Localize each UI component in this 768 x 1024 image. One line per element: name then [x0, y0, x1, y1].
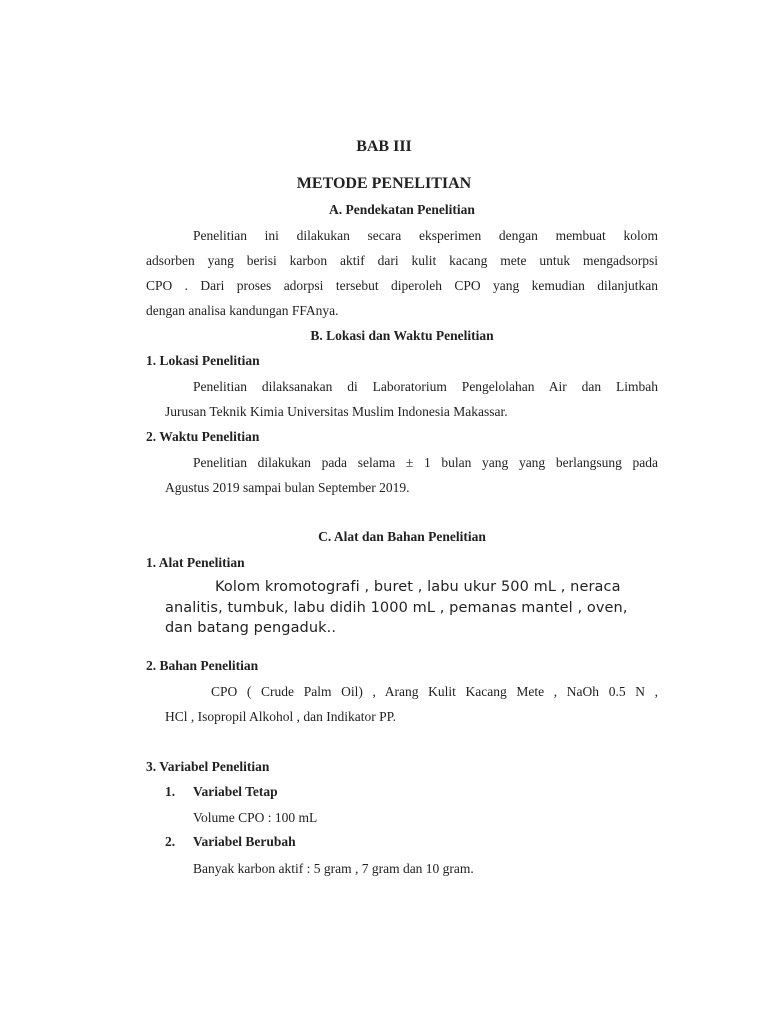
- section-c-heading: C. Alat dan Bahan Penelitian: [318, 529, 486, 544]
- variabel-berubah-number: 2.: [165, 834, 176, 849]
- variabel-berubah-heading: Variabel Berubah: [193, 834, 296, 849]
- paragraph-line: adsorben yang berisi karbon aktif dari kulit kacang mete untuk mengadsorpsi: [146, 253, 658, 268]
- variabel-tetap-text: Volume CPO : 100 mL: [193, 810, 318, 825]
- alat-paragraph: [165, 577, 658, 639]
- paragraph-line: dan batang pengaduk..: [165, 620, 337, 636]
- paragraph-line: Penelitian dilakukan pada selama ± 1 bulan yang yang berlangsung pada: [193, 455, 658, 470]
- paragraph-line: Jurusan Teknik Kimia Universitas Muslim Indonesia Makassar.: [165, 404, 508, 419]
- paragraph-line: Kolom kromotografi , buret , labu ukur 500 mL , neraca: [215, 579, 621, 595]
- paragraph-line: CPO . Dari proses adorpsi tersebut diperoleh CPO yang kemudian dilanjutkan: [146, 278, 658, 293]
- lokasi-paragraph: [165, 374, 658, 424]
- section-a-paragraph: [146, 223, 658, 323]
- section-b-heading: B. Lokasi dan Waktu Penelitian: [310, 328, 494, 343]
- variabel-tetap-number: 1.: [165, 784, 176, 799]
- bahan-paragraph: [165, 679, 658, 729]
- variabel-heading: 3. Variabel Penelitian: [146, 759, 270, 774]
- paragraph-line: analitis, tumbuk, labu didih 1000 mL , pemanas mantel , oven,: [165, 599, 628, 616]
- paragraph-line: HCl , Isopropil Alkohol , dan Indikator PP.: [165, 709, 397, 724]
- waktu-paragraph: [165, 450, 658, 500]
- paragraph-line: dengan analisa kandungan FFAnya.: [146, 303, 339, 318]
- lokasi-heading: 1. Lokasi Penelitian: [146, 353, 260, 368]
- paragraph-line: Penelitian dilaksanakan di Laboratorium Pengelolahan Air dan Limbah: [193, 379, 658, 394]
- variabel-tetap-heading: Variabel Tetap: [193, 784, 278, 799]
- alat-heading: 1. Alat Penelitian: [146, 555, 245, 570]
- variabel-berubah-text: Banyak karbon aktif : 5 gram , 7 gram dan 10 gram.: [193, 861, 474, 876]
- chapter-number: BAB III: [356, 138, 412, 155]
- paragraph-line: Penelitian ini dilakukan secara eksperimen dengan membuat kolom: [193, 228, 658, 243]
- paragraph-line: Agustus 2019 sampai bulan September 2019.: [165, 480, 410, 495]
- chapter-title: METODE PENELITIAN: [296, 175, 472, 192]
- bahan-heading: 2. Bahan Penelitian: [146, 658, 259, 673]
- waktu-heading: 2. Waktu Penelitian: [146, 429, 260, 444]
- section-a-heading: A. Pendekatan Penelitian: [329, 202, 475, 217]
- paragraph-line: CPO ( Crude Palm Oil) , Arang Kulit Kacang Mete , NaOh 0.5 N ,: [211, 684, 658, 699]
